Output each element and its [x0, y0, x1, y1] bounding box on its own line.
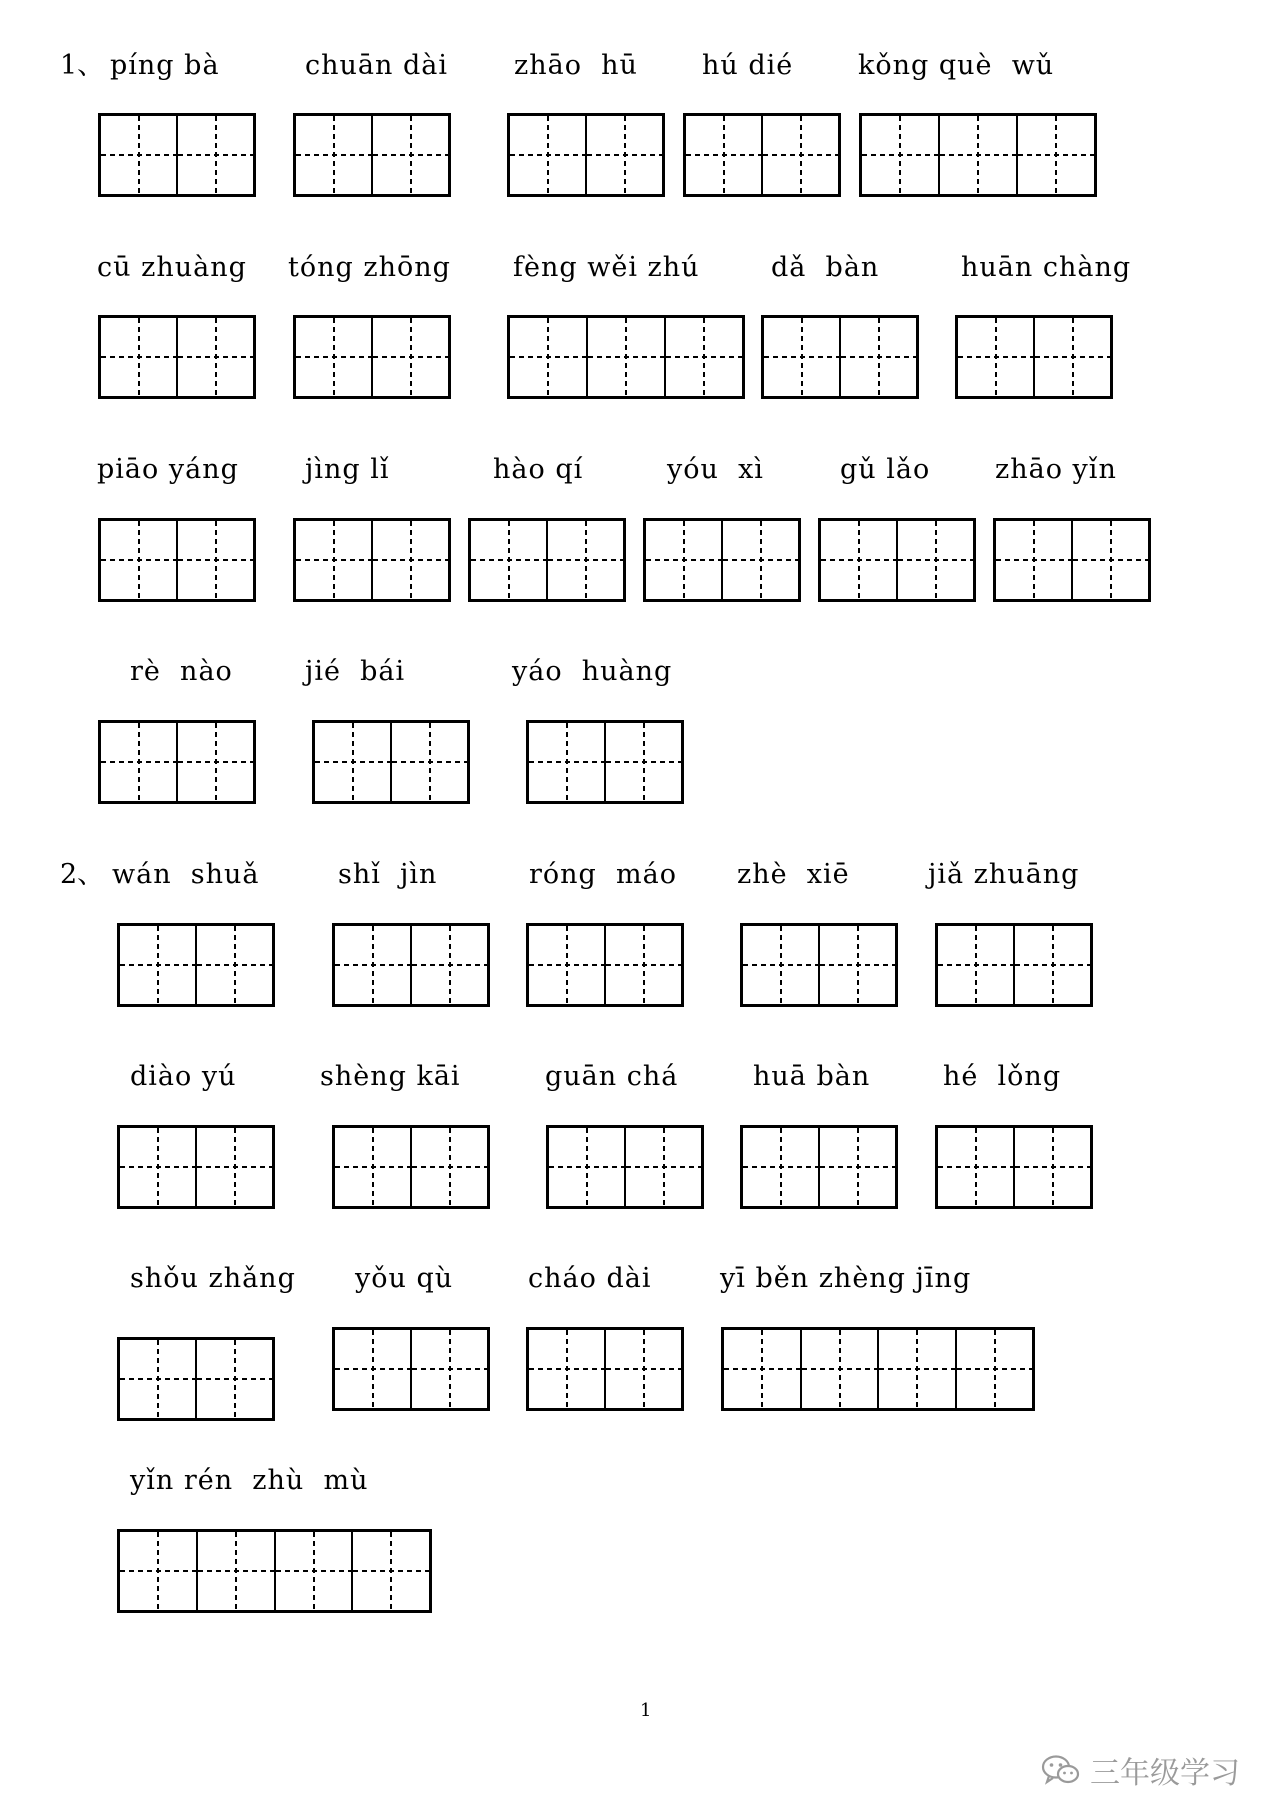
character-writing-grid[interactable] [955, 315, 1113, 399]
character-writing-grid[interactable] [740, 923, 898, 1007]
tianzige-cell[interactable] [335, 1128, 410, 1206]
tianzige-cell[interactable] [724, 1330, 800, 1408]
tianzige-cell[interactable] [176, 521, 253, 599]
pinyin-prompt: zhāo yǐn [995, 454, 1117, 485]
tianzige-cell[interactable] [1013, 1128, 1090, 1206]
pinyin-prompt: yǒu qù [355, 1263, 454, 1294]
tianzige-cell[interactable] [604, 926, 681, 1004]
pinyin-prompt: huā bàn [753, 1061, 871, 1092]
pinyin-prompt: zhè xiē [737, 859, 850, 890]
character-writing-grid[interactable] [507, 113, 665, 197]
pinyin-prompt: wán shuǎ [112, 859, 260, 890]
pinyin-prompt: hào qí [493, 454, 584, 485]
character-writing-grid[interactable] [293, 518, 451, 602]
wechat-icon [1040, 1753, 1082, 1787]
tianzige-cell[interactable] [585, 116, 662, 194]
tianzige-cell[interactable] [821, 521, 896, 599]
character-writing-grid[interactable] [98, 113, 256, 197]
tianzige-cell[interactable] [101, 318, 176, 396]
character-writing-grid[interactable] [332, 923, 490, 1007]
tianzige-cell[interactable] [1071, 521, 1148, 599]
tianzige-cell[interactable] [721, 521, 798, 599]
tianzige-cell[interactable] [296, 318, 371, 396]
tianzige-cell[interactable] [996, 521, 1071, 599]
tianzige-cell[interactable] [664, 318, 742, 396]
character-writing-grid[interactable] [98, 315, 256, 399]
pinyin-prompt: huān chàng [961, 252, 1132, 283]
tianzige-cell[interactable] [351, 1532, 429, 1610]
tianzige-cell[interactable] [818, 926, 895, 1004]
tianzige-cell[interactable] [958, 318, 1033, 396]
tianzige-cell[interactable] [196, 1532, 274, 1610]
tianzige-cell[interactable] [877, 1330, 955, 1408]
tianzige-cell[interactable] [410, 926, 487, 1004]
tianzige-cell[interactable] [1013, 926, 1090, 1004]
character-writing-grid[interactable] [761, 315, 919, 399]
character-writing-grid[interactable] [117, 923, 275, 1007]
pinyin-prompt: chuān dài [305, 50, 448, 81]
page-number: 1 [640, 1700, 652, 1721]
tianzige-cell[interactable] [371, 521, 448, 599]
pinyin-prompt: rè nào [130, 656, 233, 687]
character-writing-grid[interactable] [526, 720, 684, 804]
tianzige-cell[interactable] [743, 926, 818, 1004]
tianzige-cell[interactable] [529, 723, 604, 801]
tianzige-cell[interactable] [604, 1330, 681, 1408]
character-writing-grid[interactable] [293, 315, 451, 399]
tianzige-cell[interactable] [410, 1128, 487, 1206]
tianzige-cell[interactable] [938, 1128, 1013, 1206]
tianzige-cell[interactable] [101, 116, 176, 194]
pinyin-prompt: tóng zhōng [288, 252, 451, 283]
pinyin-prompt: píng bà [110, 50, 220, 81]
character-writing-grid[interactable] [683, 113, 841, 197]
tianzige-cell[interactable] [529, 1330, 604, 1408]
character-writing-grid[interactable] [818, 518, 976, 602]
pinyin-prompt: shǐ jìn [338, 859, 438, 890]
tianzige-cell[interactable] [839, 318, 916, 396]
tianzige-cell[interactable] [371, 116, 448, 194]
tianzige-cell[interactable] [549, 1128, 624, 1206]
character-writing-grid[interactable] [117, 1125, 275, 1209]
tianzige-cell[interactable] [335, 926, 410, 1004]
pinyin-prompt: jiǎ zhuāng [928, 859, 1080, 890]
pinyin-prompt: dǎ bàn [771, 252, 880, 283]
tianzige-cell[interactable] [101, 723, 176, 801]
tianzige-cell[interactable] [896, 521, 973, 599]
tianzige-cell[interactable] [390, 723, 467, 801]
tianzige-cell[interactable] [761, 116, 838, 194]
character-writing-grid[interactable] [332, 1327, 490, 1411]
tianzige-cell[interactable] [335, 1330, 410, 1408]
section-number: 1、 [60, 50, 105, 81]
tianzige-cell[interactable] [624, 1128, 701, 1206]
tianzige-cell[interactable] [529, 926, 604, 1004]
pinyin-prompt: piāo yáng [97, 454, 239, 485]
tianzige-cell[interactable] [510, 116, 585, 194]
tianzige-cell[interactable] [818, 1128, 895, 1206]
tianzige-cell[interactable] [195, 1128, 272, 1206]
tianzige-cell[interactable] [120, 1128, 195, 1206]
character-writing-grid[interactable] [935, 923, 1093, 1007]
character-writing-grid[interactable] [468, 518, 626, 602]
tianzige-cell[interactable] [176, 723, 253, 801]
tianzige-cell[interactable] [315, 723, 390, 801]
pinyin-prompt: guān chá [545, 1061, 679, 1092]
character-writing-grid[interactable] [98, 720, 256, 804]
pinyin-prompt: yáo huàng [512, 656, 673, 687]
tianzige-cell[interactable] [296, 116, 371, 194]
pinyin-prompt: hé lǒng [943, 1061, 1062, 1092]
pinyin-prompt: róng máo [529, 859, 677, 890]
character-writing-grid[interactable] [546, 1125, 704, 1209]
character-writing-grid[interactable] [526, 923, 684, 1007]
tianzige-cell[interactable] [471, 521, 546, 599]
tianzige-cell[interactable] [586, 318, 664, 396]
character-writing-grid[interactable] [332, 1125, 490, 1209]
pinyin-prompt: hú dié [702, 50, 794, 81]
pinyin-prompt: cháo dài [528, 1263, 652, 1294]
character-writing-grid[interactable] [507, 315, 745, 399]
tianzige-cell[interactable] [195, 926, 272, 1004]
tianzige-cell[interactable] [195, 1340, 272, 1418]
section-number: 2、 [60, 859, 105, 890]
tianzige-cell[interactable] [274, 1532, 352, 1610]
character-writing-grid[interactable] [117, 1337, 275, 1421]
tianzige-cell[interactable] [1016, 116, 1094, 194]
character-writing-grid[interactable] [721, 1327, 1035, 1411]
pinyin-prompt: gǔ lǎo [840, 454, 931, 485]
tianzige-cell[interactable] [955, 1330, 1033, 1408]
tianzige-cell[interactable] [176, 116, 253, 194]
tianzige-cell[interactable] [120, 1340, 195, 1418]
watermark [1040, 1748, 1240, 1792]
tianzige-cell[interactable] [686, 116, 761, 194]
tianzige-cell[interactable] [120, 926, 195, 1004]
pinyin-prompt: shǒu zhǎng [130, 1263, 296, 1294]
tianzige-cell[interactable] [101, 521, 176, 599]
pinyin-prompt: yī běn zhèng jīng [720, 1263, 972, 1294]
tianzige-cell[interactable] [646, 521, 721, 599]
pinyin-prompt: cū zhuàng [97, 252, 247, 283]
tianzige-cell[interactable] [743, 1128, 818, 1206]
character-writing-grid[interactable] [526, 1327, 684, 1411]
character-writing-grid[interactable] [98, 518, 256, 602]
tianzige-cell[interactable] [764, 318, 839, 396]
tianzige-cell[interactable] [120, 1532, 196, 1610]
tianzige-cell[interactable] [410, 1330, 487, 1408]
pinyin-prompt: jié bái [305, 656, 406, 687]
tianzige-cell[interactable] [176, 318, 253, 396]
character-writing-grid[interactable] [293, 113, 451, 197]
pinyin-prompt: kǒng què wǔ [858, 50, 1055, 81]
tianzige-cell[interactable] [1033, 318, 1110, 396]
pinyin-prompt: jìng lǐ [305, 454, 390, 485]
character-writing-grid[interactable] [935, 1125, 1093, 1209]
tianzige-cell[interactable] [938, 116, 1016, 194]
pinyin-prompt: yǐn rén zhù mù [130, 1465, 369, 1496]
tianzige-cell[interactable] [862, 116, 938, 194]
character-writing-grid[interactable] [859, 113, 1097, 197]
character-writing-grid[interactable] [643, 518, 801, 602]
tianzige-cell[interactable] [371, 318, 448, 396]
tianzige-cell[interactable] [938, 926, 1013, 1004]
pinyin-prompt: diào yú [130, 1061, 237, 1092]
character-writing-grid[interactable] [312, 720, 470, 804]
watermark-text: 三年级学习 [1090, 1756, 1240, 1791]
tianzige-cell[interactable] [296, 521, 371, 599]
pinyin-prompt: zhāo hū [514, 50, 638, 81]
tianzige-cell[interactable] [510, 318, 586, 396]
tianzige-cell[interactable] [800, 1330, 878, 1408]
character-writing-grid[interactable] [993, 518, 1151, 602]
character-writing-grid[interactable] [117, 1529, 432, 1613]
character-writing-grid[interactable] [740, 1125, 898, 1209]
pinyin-prompt: yóu xì [667, 454, 764, 485]
tianzige-cell[interactable] [546, 521, 623, 599]
pinyin-prompt: shèng kāi [320, 1061, 461, 1092]
tianzige-cell[interactable] [604, 723, 681, 801]
pinyin-prompt: fèng wěi zhú [513, 252, 700, 283]
